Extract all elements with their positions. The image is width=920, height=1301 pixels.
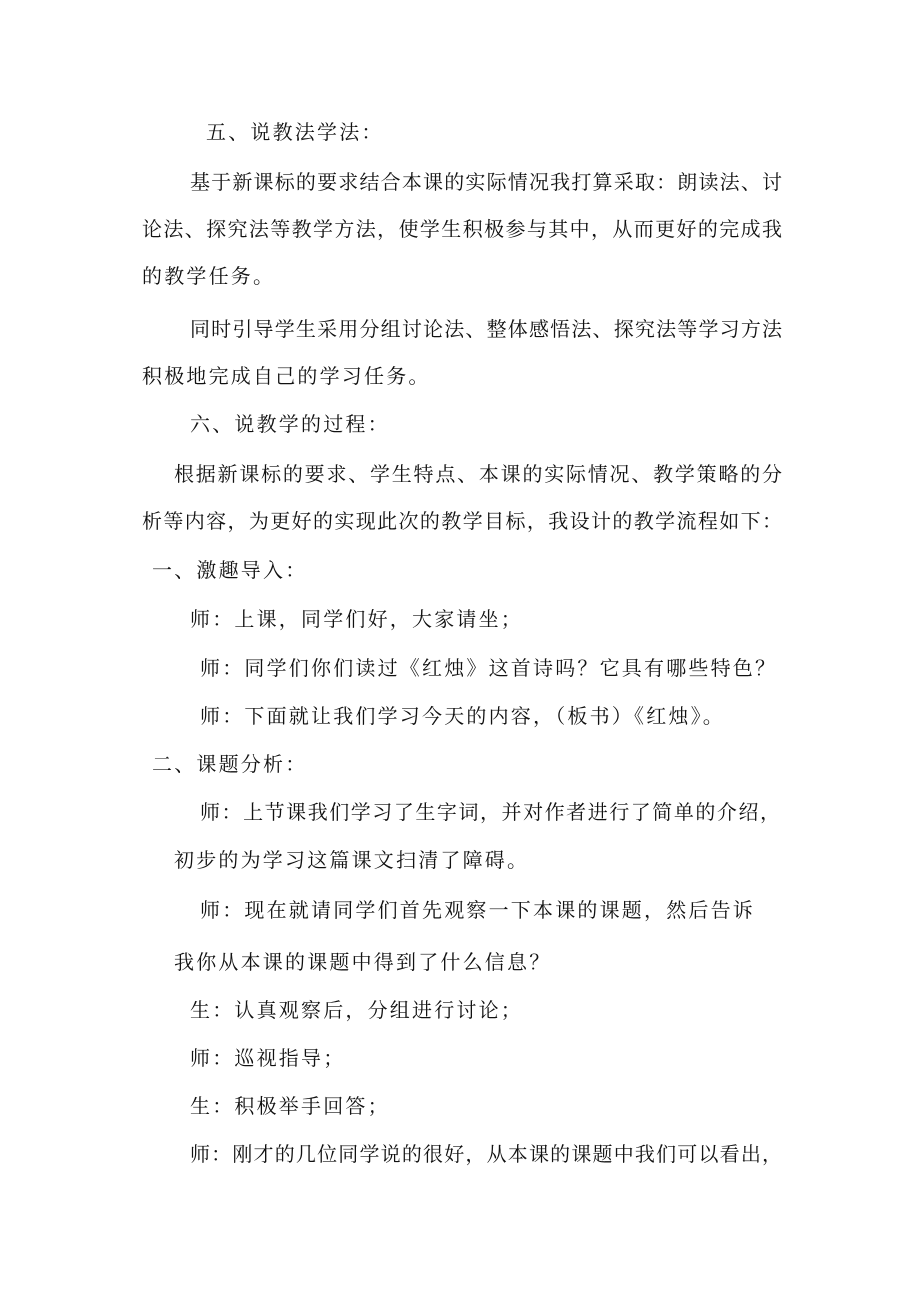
- dialogue-line: 师：刚才的几位同学说的很好，从本课的课题中我们可以看出，: [190, 1142, 782, 1166]
- paragraph-line: 同时引导学生采用分组讨论法、整体感悟法、探究法等学习方法: [190, 317, 782, 341]
- dialogue-line: 师：上课，同学们好，大家请坐；: [190, 607, 523, 631]
- part-1-heading: 一、激趣导入：: [152, 558, 308, 582]
- paragraph-line: 基于新课标的要求结合本课的实际情况我打算采取：朗读法、讨: [190, 170, 782, 194]
- dialogue-line: 师：下面就让我们学习今天的内容，（板书）《红烛》。: [200, 704, 725, 728]
- dialogue-line: 我你从本课的课题中得到了什么信息？: [174, 950, 552, 974]
- part-2-heading: 二、课题分析：: [152, 752, 308, 776]
- section-6-heading: 六、说教学的过程：: [190, 412, 390, 436]
- dialogue-line: 初步的为学习这篇课文扫清了障碍。: [174, 848, 530, 872]
- paragraph-line: 的教学任务。: [142, 264, 276, 288]
- dialogue-line: 师：上节课我们学习了生字词，并对作者进行了简单的介绍，: [200, 800, 780, 824]
- dialogue-line: 师：现在就请同学们首先观察一下本课的课题，然后告诉: [200, 898, 755, 922]
- dialogue-line: 生：积极举手回答；: [190, 1094, 390, 1118]
- dialogue-line: 师：巡视指导；: [190, 1046, 346, 1070]
- section-5-heading: 五、说教法学法：: [206, 120, 384, 144]
- dialogue-line: 生：认真观察后，分组进行讨论；: [190, 998, 523, 1022]
- paragraph-line: 根据新课标的要求、学生特点、本课的实际情况、教学策略的分: [174, 462, 782, 486]
- dialogue-line: 师：同学们你们读过《红烛》这首诗吗？它具有哪些特色？: [200, 656, 778, 680]
- paragraph-line: 论法、探究法等教学方法，使学生积极参与其中，从而更好的完成我: [142, 217, 782, 241]
- paragraph-line: 析等内容，为更好的实现此次的教学目标，我设计的教学流程如下：: [142, 509, 782, 533]
- paragraph-line: 积极地完成自己的学习任务。: [142, 364, 431, 388]
